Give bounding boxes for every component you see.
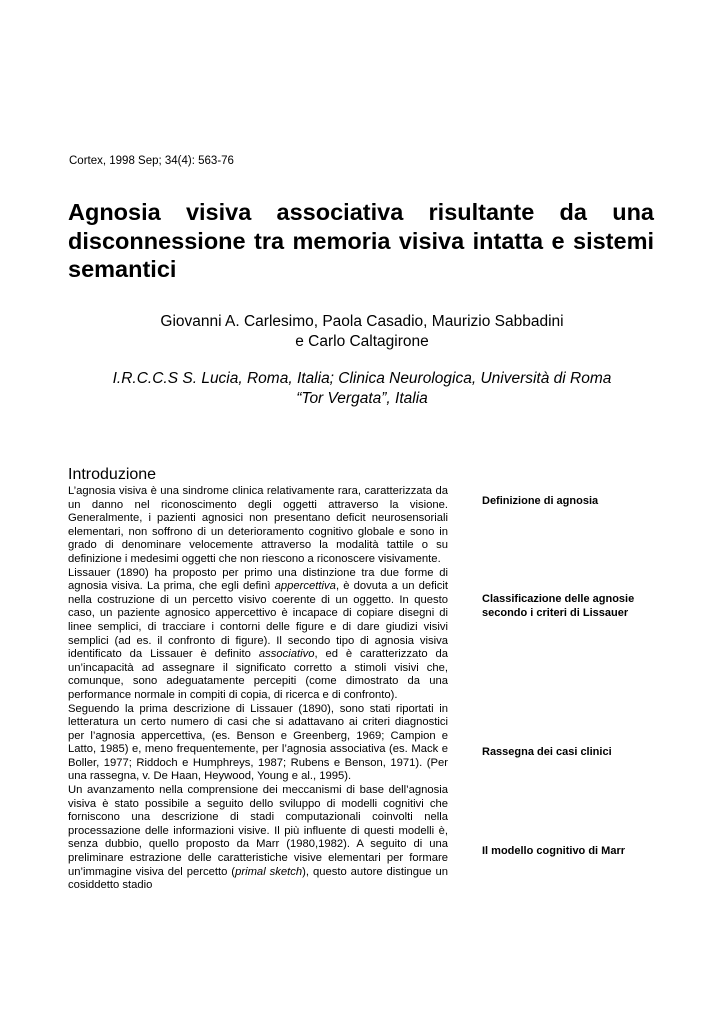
paragraph-2-part-a: Lissauer (1890) ha proposto per primo una distinzione tra due forme di agnosia visiva. La prima, che egli definì xyxy=(68,566,448,593)
article-title: Agnosia visiva associativa risultante da una disconnessione tra memoria visiva intatta e sistemi semantici xyxy=(68,199,654,282)
paragraph-3: Seguendo la prima descrizione di Lissauer (1890), sono stati riportati in letteratura un certo numero di casi che si adattavano ai criteri diagnostici per l’agnosia appercettiva, (es. Benson e Greenberg, 1969; Campion e Latto, 1985) e, meno frequentemente, per l’agnosia associativa (es. Mack e Boller, 1977; Riddoch e Humphreys, 1987; Rubens e Benson, 1971). (Per una rassegna, v. De Haan, Heywood, Young e al., 1995). xyxy=(68,702,448,783)
paragraph-2-part-c: , ed è caratterizzato da un’incapacità ad assegnare il significato corretto a stimoli visivi che, comunque, sono adeguatamente percepiti (come dimostrato da una performance normale in compiti di copia, di ricerca e di confronto). xyxy=(68,648,448,701)
authors-line-2: e Carlo Caltagirone xyxy=(295,333,429,350)
term-associativo: associativo xyxy=(258,648,315,661)
citation: Cortex, 1998 Sep; 34(4): 563-76 xyxy=(69,155,234,167)
paragraph-2 xyxy=(68,567,448,703)
body-text xyxy=(68,485,448,893)
margin-note-classificazione: Classificazione delle agnosie secondo i criteri di Lissauer xyxy=(482,593,635,619)
authors-line-1: Giovanni A. Carlesimo, Paola Casadio, Maurizio Sabbadini xyxy=(160,313,564,330)
term-appercettiva: appercettiva xyxy=(274,580,336,593)
margin-note-definizione: Definizione di agnosia xyxy=(482,495,599,507)
margin-note-marr: Il modello cognitivo di Marr xyxy=(482,845,626,857)
paragraph-1: L’agnosia visiva è una sindrome clinica relativamente rara, caratterizzata da un danno nel riconoscimento degli oggetti attraverso la visione. Generalmente, i pazienti agnosici non presentano deficit neurosensoriali elementari, non soffrono di un deterioramento cognitivo globale e sono in grado di denominare velocemente attraverso la modalità tattile o su definizione i medesimi oggetti che non riescono a riconoscere visivamente. xyxy=(68,485,448,565)
affiliation-line-1: I.R.C.C.S S. Lucia, Roma, Italia; Clinica Neurologica, Università di Roma xyxy=(112,370,612,387)
affiliation-line-2: “Tor Vergata”, Italia xyxy=(296,390,428,407)
margin-note-rassegna: Rassegna dei casi clinici xyxy=(482,746,612,758)
affiliation xyxy=(68,369,656,409)
paragraph-4-part-b: ), questo autore distingue un cosiddetto stadio xyxy=(68,865,448,892)
paragraph-4 xyxy=(68,784,448,893)
authors xyxy=(68,312,656,352)
term-primal-sketch: primal sketch xyxy=(235,865,303,878)
paragraph-2-part-b: , è dovuta a un deficit nella costruzione di un percetto visivo coerente di un oggetto. In questo caso, un paziente agnosico appercettivo è incapace di copiare disegni di linee semplici, di tracciare i contorni delle figure e di dare giudizi visivi semplici (ad es. il confronto di figure). Il secondo tipo di agnosia visiva identificato da Lissauer è definito xyxy=(68,580,448,661)
section-heading: Introduzione xyxy=(68,466,157,483)
paragraph-4-part-a: Un avanzamento nella comprensione dei meccanismi di base dell’agnosia visiva è stato possibile a seguito dello sviluppo di modelli cognitivi che forniscono una descrizione di stadi computazionali coinvolti nella processazione delle informazioni visive. Il più influente di questi modelli è, senza dubbio, quello proposto da Marr (1980,1982). A seguito di una preliminare estrazione delle caratteristiche visive elementari per formare un’immagine visiva del percetto ( xyxy=(68,784,448,878)
